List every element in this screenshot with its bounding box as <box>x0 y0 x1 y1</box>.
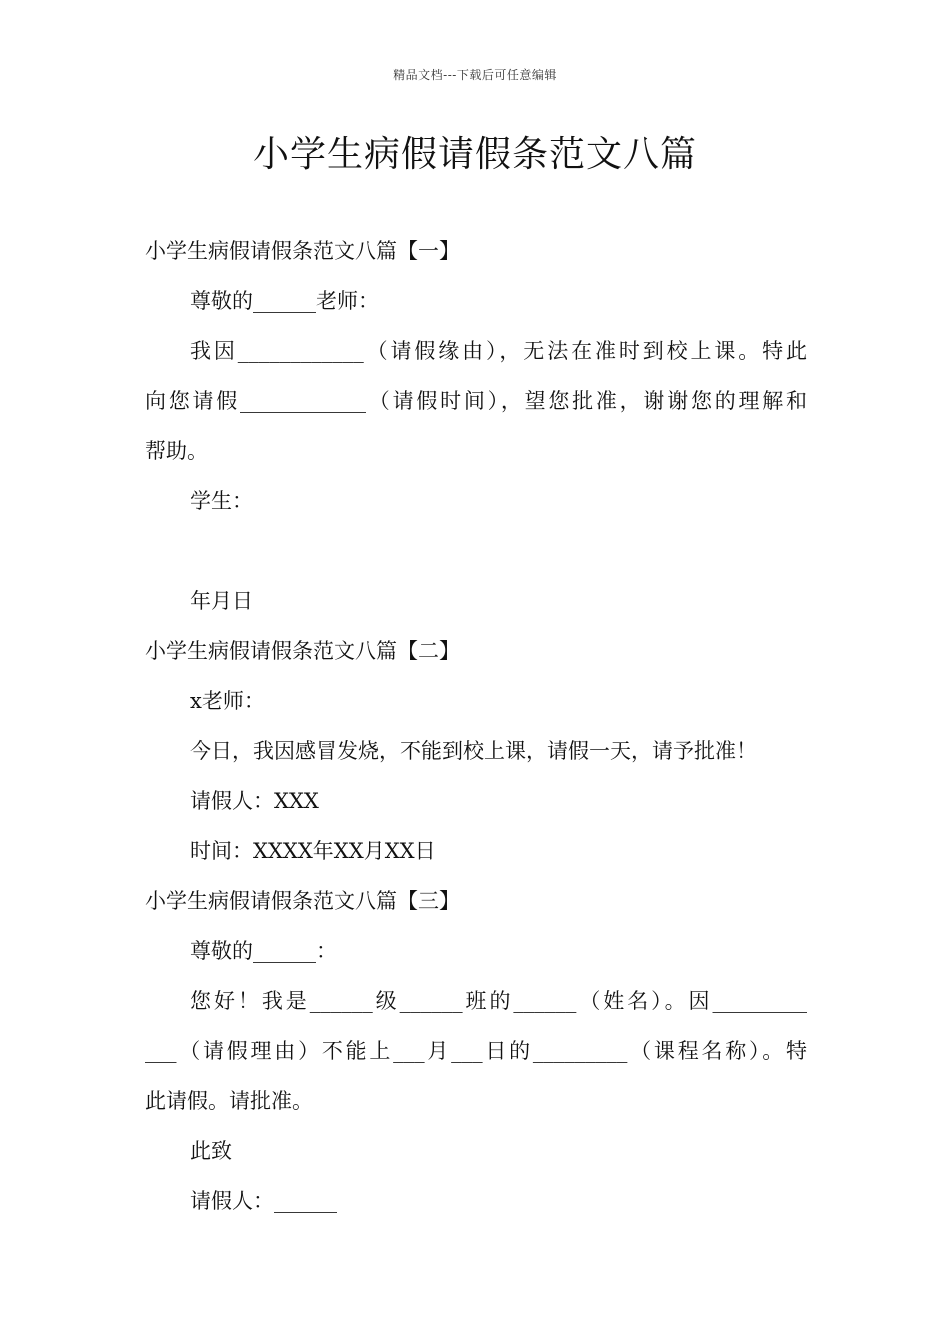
section-heading-1: 小学生病假请假条范文八篇【一】 <box>145 239 460 263</box>
salutation: 尊敬的______： <box>190 939 337 963</box>
date-line: 时间：XXXX年XX月XX日 <box>190 839 436 863</box>
signature-student: 学生： <box>190 489 253 513</box>
section-heading-3: 小学生病假请假条范文八篇【三】 <box>145 889 460 913</box>
signature-requester: 请假人：XXX <box>190 789 319 813</box>
body-text-line: 此请假。请批准。 <box>145 1089 313 1113</box>
document-body <box>145 226 807 1226</box>
date-line: 年月日 <box>190 589 253 613</box>
spacer <box>145 526 807 576</box>
document-title: 小学生病假请假条范文八篇 <box>252 134 697 175</box>
body-text-line: 向您请假____________（请假时间），望您批准，谢谢您的理解和 <box>145 389 807 413</box>
body-text-line: 今日，我因感冒发烧，不能到校上课，请假一天，请予批准！ <box>190 739 757 763</box>
body-text-line: ___（请假理由）不能上___月___日的_________（课程名称）。特 <box>145 1039 807 1063</box>
body-text-line: 您好！我是______级______班的______（姓名）。因_________ <box>190 989 807 1013</box>
section-heading-2: 小学生病假请假条范文八篇【二】 <box>145 639 460 663</box>
body-text-line: 帮助。 <box>145 439 208 463</box>
header-note: 精品文档---下载后可任意编辑 <box>393 68 557 82</box>
salutation: 尊敬的______老师： <box>190 289 379 313</box>
closing-line: 此致 <box>190 1139 232 1163</box>
body-text-line: 我因____________（请假缘由），无法在准时到校上课。特此 <box>190 339 807 363</box>
salutation: x老师： <box>190 689 265 713</box>
signature-requester: 请假人：______ <box>190 1189 337 1213</box>
